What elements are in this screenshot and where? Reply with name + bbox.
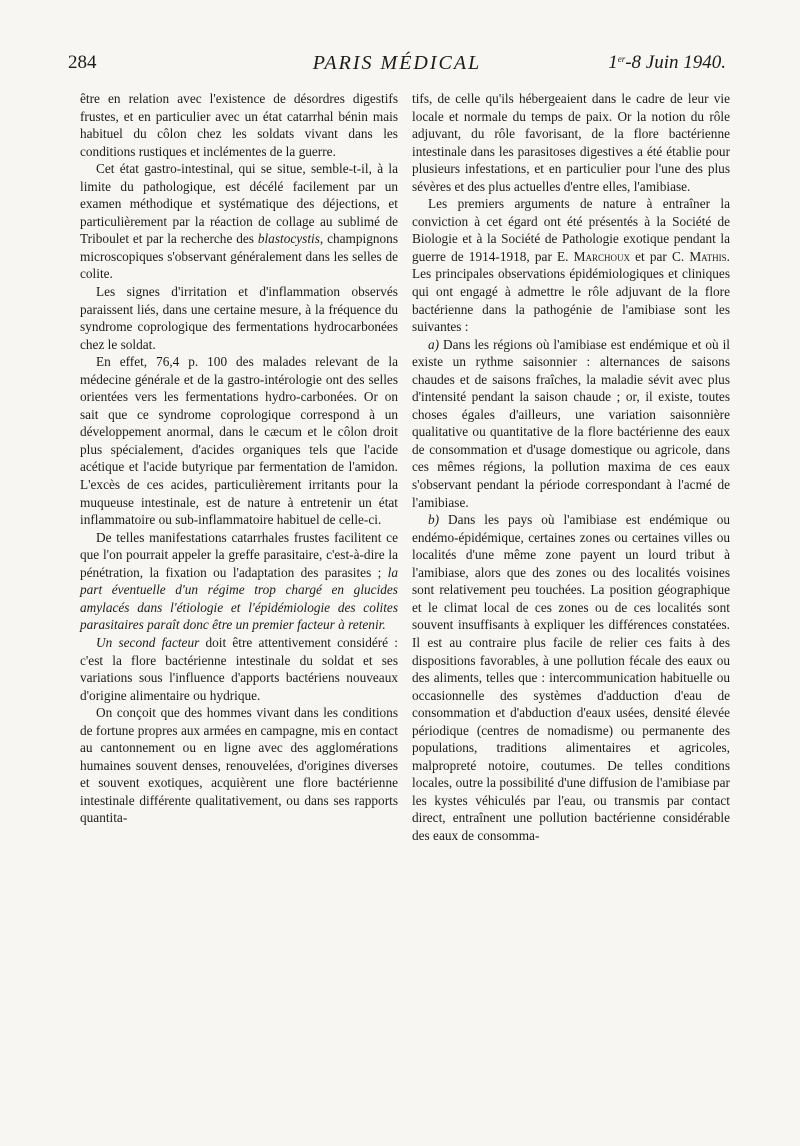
running-header [68,52,726,82]
author-name: Marchoux [573,248,630,264]
date-day: 1 [608,52,618,73]
paragraph [412,195,730,335]
paragraph: tifs, de celle qu'ils hébergeaient dans le cadre de leur vie locale et normale du temps de paix. Or la notion du rôle adjuvant, du rôle favorisant, de la flore bactérienne intestinale dans les parasitoses digestives a été établie pour plusieurs infestations, et en particulier pour l'une des plus sévères et des plus actuelles d'entre elles, l'amibiase. [412,91,730,194]
date-superscript: er [617,54,626,64]
paragraph-text: Dans les régions où l'amibiase est endémique et où il existe un rythme saisonnier : alternances de saisons chaudes et de saisons fraîches, la maladie sévit avec plus d'intensité pendant la saison chaude ; or, il existe, toutes choses égales d'ailleurs, une variation saisonnière qualitative ou quantitative de la flore bactérienne des eaux de consommation et d'usage domestique ou agricole, dans ces mêmes régions, la pollution maxima de ces eaux s'observant pendant la période correspondant à l'acmé de l'amibiase. [412,336,730,510]
list-item [412,511,730,844]
issue-date [608,52,726,74]
paragraph-text: Les premiers arguments de nature à entraîner la conviction à cet égard ont été présentés à la Société de Biologie et à la Société de Pathologie exotique pendant la guerre de 1914-1918, par E. [412,196,730,264]
italic-term: blastocystis [257,231,320,247]
paragraph-text: , champignons microscopiques s'observant généralement dans les selles de colite. [80,231,398,282]
author-name: Mathis [689,248,727,264]
paragraph-text: doit être attentivement considéré : c'est la flore bactérienne intestinale du soldat et ses variations sous l'influence d'apports bactériens nouveaux d'origine alimentaire ou hydrique. [80,634,398,703]
left-column [80,90,398,827]
paragraph [80,529,398,634]
paragraph-text: Dans les pays où l'amibiase est endémique ou endémo-épidémique, certaines zones ou certaines villes ou localités d'une même zone payent un lourd tribut à l'amibiase, alors que des zones ou des localités voisines sont relativement peu touchées. La position géographique et le climat local de ces zones ou de ces localités sont souvent insuffisants à expliquer les différences constatées. Il est au contraire plus facile de relier ces faits à des dispositions favorables, à une pollution fécale des eaux ou des aliments, telles que : intercommunication habituelle ou occasionnelle des systèmes d'adduction d'eau de consommation et d'abduction d'eaux usées, densité élevée périodique (centres de nomadisme) ou permanente des populations, traditions alimentaires et agricoles, malpropreté notoire, coutumes. De telles conditions locales, outre la possibilité d'une diffusion de l'amibiase par les kystes véhiculés par l'eau, ou transmis par contact direct, entraînent une pollution bactérienne considérable des eaux de consomma- [412,512,730,843]
date-rest: -8 Juin 1940. [625,52,726,73]
list-label: a) [428,336,440,352]
journal-title: PARIS MÉDICAL [312,52,482,74]
paragraph-text: et par C. [629,248,690,264]
paragraph: On conçoit que des hommes vivant dans les conditions de fortune propres aux armées en campagne, mis en contact au cantonnement ou en ligne avec des agglomérations humaines souvent denses, renouvelées, d'origines diverses et souvent exotiques, acquièrent une flore bactérienne intestinale différente qualitativement, ou dans ses rapports quantita- [80,705,398,826]
paragraph [80,160,398,283]
paragraph-text: . Les principales observations épidémiologiques et cliniques qui ont engagé à admettre le rôle adjuvant de la flore bactérienne dans la pathogénie de l'amibiase sont les suivantes : [412,248,730,335]
list-label: b) [428,512,440,528]
paragraph [80,634,398,704]
italic-term: Un second facteur [96,634,200,650]
paragraph: En effet, 76,4 p. 100 des malades relevant de la médecine générale et de la gastro-intérologie ont des selles orientées vers les fermentations hydro-carbonées. Or on sait que ce syndrome coprologique correspond à un développement anormal, dans le cæcum et le côlon droit plus spécialement, d'acides organiques tels que l'acide acétique et l'acide butyrique par fermentation de l'amidon. L'excès de ces acides, particulièrement irritants pour la muqueuse intestinale, est de nature à entretenir un état inflammatoire ou sub-inflammatoire habituel de celle-ci. [80,354,398,528]
italic-passage: la part éventuelle d'un régime trop chargé en glucides amylacés dans l'étiologie et l'épidémiologie des colites parasitaires paraît donc être un premier facteur à retenir. [80,564,398,633]
paragraph-text: Cet état gastro-intestinal, qui se situe, semble-t-il, à la limite du pathologique, est décélé facilement par un examen méthodique et systématique des déjections, et particulièrement par la réaction de collage au sublimé de Triboulet et par la recherche des [80,161,398,247]
paragraph: être en relation avec l'existence de désordres digestifs frustes, et en particulier avec un état catarrhal bénin mais habituel du côlon chez les soldats vivant dans les conditions rustiques et inclémentes de la guerre. [80,91,398,159]
paragraph: Les signes d'irritation et d'inflammation observés paraissent liés, dans une certaine mesure, à la fréquence du syndrome coprologique des fermentations hydrocarbonées chez le soldat. [80,284,398,352]
page-number: 284 [68,52,97,73]
right-column [412,90,730,845]
paragraph-text: De telles manifestations catarrhales frustes facilitent ce que l'on pourrait appeler la greffe parasitaire, c'est-à-dire la pénétration, la fixation ou l'adaptation des parasites ; [80,529,398,580]
list-item [412,336,730,511]
